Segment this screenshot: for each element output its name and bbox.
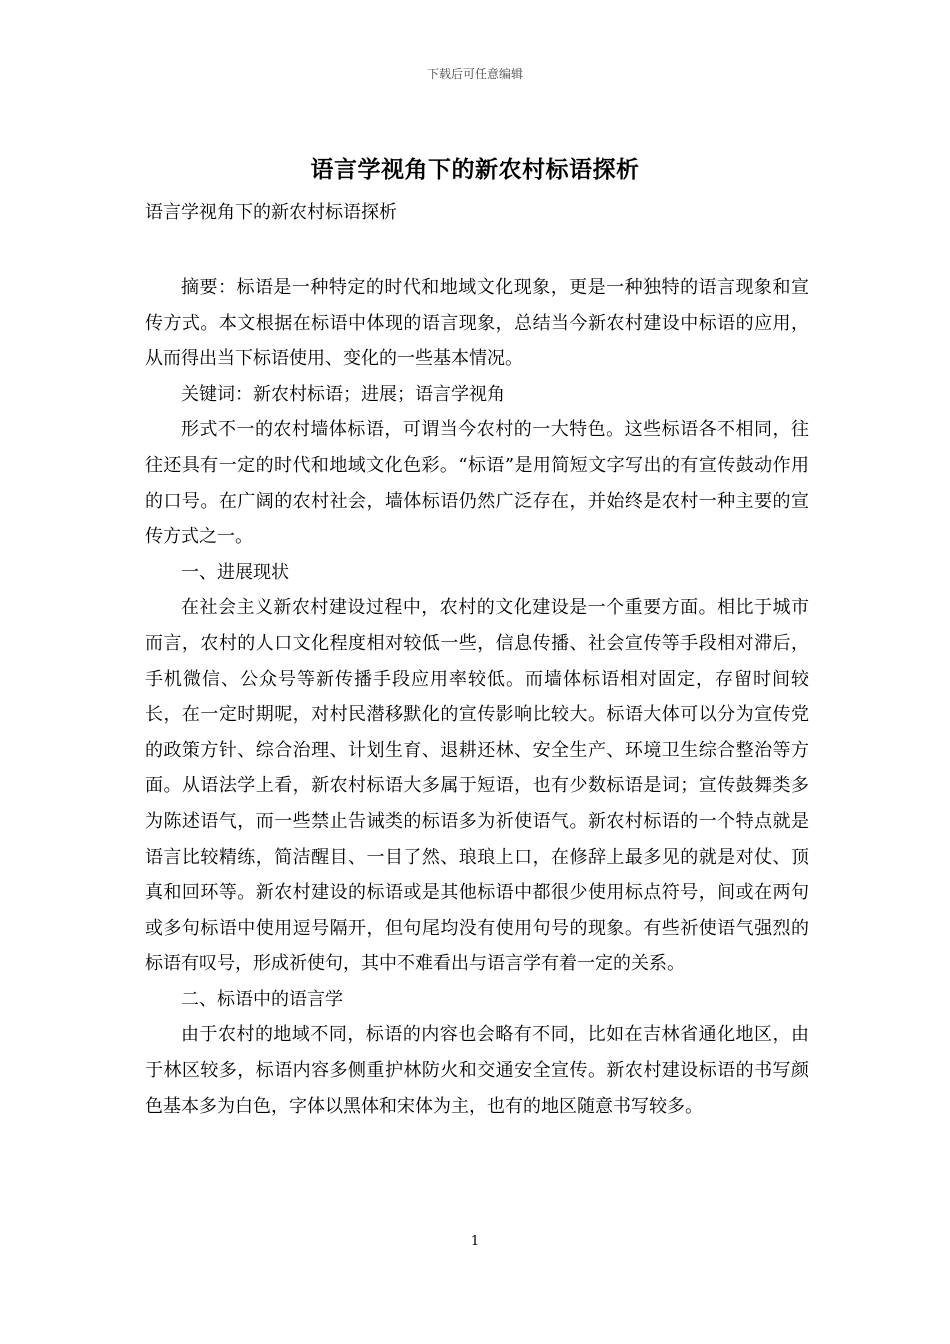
keywords-paragraph: 关键词：新农村标语；进展；语言学视角	[181, 383, 505, 405]
body-paragraph: 在社会主义新农村建设过程中，农村的文化建设是一个重要方面。相比于城市而言，农村的人口文化程度相对较低一些，信息传播、社会宣传等手段相对滞后，手机微信、公众号等新传播手段应用率较低。而墙体标语相对固定，存留时间较长，在一定时期呢，对村民潜移默化的宣传影响比较大。标语大体可以分为宣传党的政策方针、综合治理、计划生育、退耕还林、安全生产、环境卫生综合整治等方面。从语法学上看，新农村标语大多属于短语，也有少数标语是词；宣传鼓舞类多为陈述语气，而一些禁止告诫类的标语多为祈使语气。新农村标语的一个特点就是语言比较精练，简洁醒目、一目了然、琅琅上口，在修辞上最多见的就是对仗、顶真和回环等。新农村建设的标语或是其他标语中都很少使用标点符号，间或在两句或多句标语中使用逗号隔开，但句尾均没有使用句号的现象。有些祈使语气强烈的标语有叹号，形成祈使句，其中不难看出与语言学有着一定的关系。	[145, 597, 809, 975]
abstract-paragraph: 摘要：标语是一种特定的时代和地域文化现象，更是一种独特的语言现象和宣传方式。本文根据在标语中体现的语言现象，总结当今新农村建设中标语的应用，从而得出当下标语使用、变化的一些基本情况。	[145, 277, 809, 370]
page-number: 1	[470, 1234, 480, 1249]
section-heading-2: 二、标语中的语言学	[181, 988, 343, 1010]
page-header-note: 下载后可任意编辑	[426, 67, 523, 81]
section-heading-1: 一、进展现状	[181, 561, 289, 583]
body-paragraph: 由于农村的地域不同，标语的内容也会略有不同，比如在吉林省通化地区，由于林区较多，标语内容多侧重护林防火和交通安全宣传。新农村建设标语的书写颜色基本多为白色，字体以黑体和宋体为主，也有的地区随意书写较多。	[145, 1024, 809, 1117]
document-title: 语言学视角下的新农村标语探析	[310, 157, 640, 183]
intro-paragraph: 形式不一的农村墙体标语，可谓当今农村的一大特色。这些标语各不相同，往往还具有一定的时代和地域文化色彩。“标语”是用简短文字写出的有宣传鼓动作用的口号。在广阔的农村社会，墙体标语仍然广泛存在，并始终是农村一种主要的宣传方式之一。	[145, 419, 809, 548]
document-subtitle: 语言学视角下的新农村标语探析	[145, 202, 397, 223]
document-body	[145, 270, 809, 1124]
